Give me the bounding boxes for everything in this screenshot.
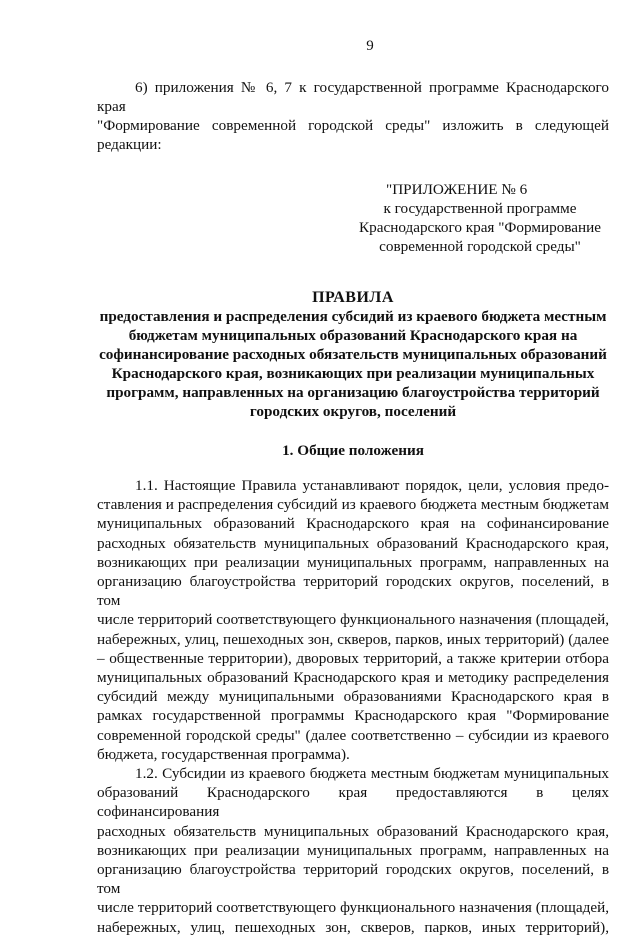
- paragraph-line: – общественные территории), дворовых территорий, а также критерии отбора: [97, 649, 609, 667]
- body-text: [97, 476, 609, 937]
- intro-line-3: редакции:: [97, 136, 162, 153]
- title-line-2: бюджетам муниципальных образований Краснодарского края на: [128, 327, 578, 344]
- paragraph-line: числе территорий соответствующего функционального назначения (площадей,: [97, 899, 609, 917]
- section-heading: 1. Общие положения: [282, 442, 424, 459]
- appendix-line-4: современной городской среды": [379, 238, 581, 255]
- title-line-6: городских округов, поселений: [249, 403, 457, 420]
- title-line-4: Краснодарского края, возникающих при реализации муниципальных: [111, 365, 595, 382]
- paragraph-line: современной городской среды" (далее соответственно – субсидии из краевого: [97, 726, 609, 744]
- paragraph-line: 1.2. Субсидии из краевого бюджета местным бюджетам муниципальных: [135, 765, 609, 783]
- paragraph-1-2: [97, 764, 609, 937]
- title-line-5: программ, направленных на организацию благоустройства территорий: [106, 384, 600, 401]
- paragraph-line: возникающих при реализации муниципальных программ, направленных на: [97, 841, 609, 859]
- intro-paragraph: [97, 78, 609, 154]
- title-heading: ПРАВИЛА: [312, 289, 394, 306]
- page-number: 9: [366, 38, 374, 54]
- paragraph-line: ставления и распределения субсидий из краевого бюджета местным бюджетам: [97, 496, 609, 514]
- paragraph-line: 1.1. Настоящие Правила устанавливают порядок, цели, условия предо-: [135, 477, 609, 494]
- appendix-line-1: "ПРИЛОЖЕНИЕ № 6: [386, 181, 528, 198]
- paragraph-line: бюджета, государственная программа).: [97, 745, 350, 763]
- title-line-3: софинансирование расходных обязательств муниципальных образований: [99, 346, 607, 363]
- paragraph-line: субсидий между муниципальными образованиями Краснодарского края в: [97, 688, 609, 706]
- paragraph-line: образований Краснодарского края предоставляются в целях софинансирования: [97, 784, 609, 821]
- appendix-line-2: к государственной программе: [383, 200, 577, 217]
- paragraph-line: набережных, улиц, пешеходных зон, скверов, парков, иных территорий) (далее: [97, 630, 609, 648]
- paragraph-line: числе территорий соответствующего функционального назначения (площадей,: [97, 611, 609, 629]
- paragraph-line: рамках государственной программы Краснодарского края "Формирование: [97, 707, 609, 725]
- title-line-1: предоставления и распределения субсидий из краевого бюджета местным: [99, 308, 607, 325]
- paragraph-line: организацию благоустройства территорий городских округов, поселений, в том: [97, 573, 609, 610]
- paragraph-line: расходных обязательств муниципальных образований Краснодарского края,: [97, 534, 609, 552]
- paragraph-line: набережных, улиц, пешеходных зон, скверов, парков, иных территорий),: [97, 918, 609, 936]
- intro-line-2: "Формирование современной городской среды" изложить в следующей: [97, 117, 609, 134]
- paragraph-line: организацию благоустройства территорий городских округов, поселений, в том: [97, 861, 609, 898]
- paragraph-1-1: [97, 476, 609, 764]
- intro-line-1: 6) приложения № 6, 7 к государственной программе Краснодарского края: [97, 79, 609, 115]
- appendix-header: [350, 180, 610, 256]
- paragraph-line: муниципальных образований Краснодарского края на софинансирование: [97, 515, 609, 533]
- paragraph-line: муниципальных образований Краснодарского края и методику распределения: [97, 669, 609, 687]
- paragraph-line: возникающих при реализации муниципальных программ, направленных на: [97, 553, 609, 571]
- appendix-line-3: Краснодарского края "Формирование: [358, 219, 602, 236]
- document-title: [97, 288, 609, 421]
- paragraph-line: расходных обязательств муниципальных образований Краснодарского края,: [97, 822, 609, 840]
